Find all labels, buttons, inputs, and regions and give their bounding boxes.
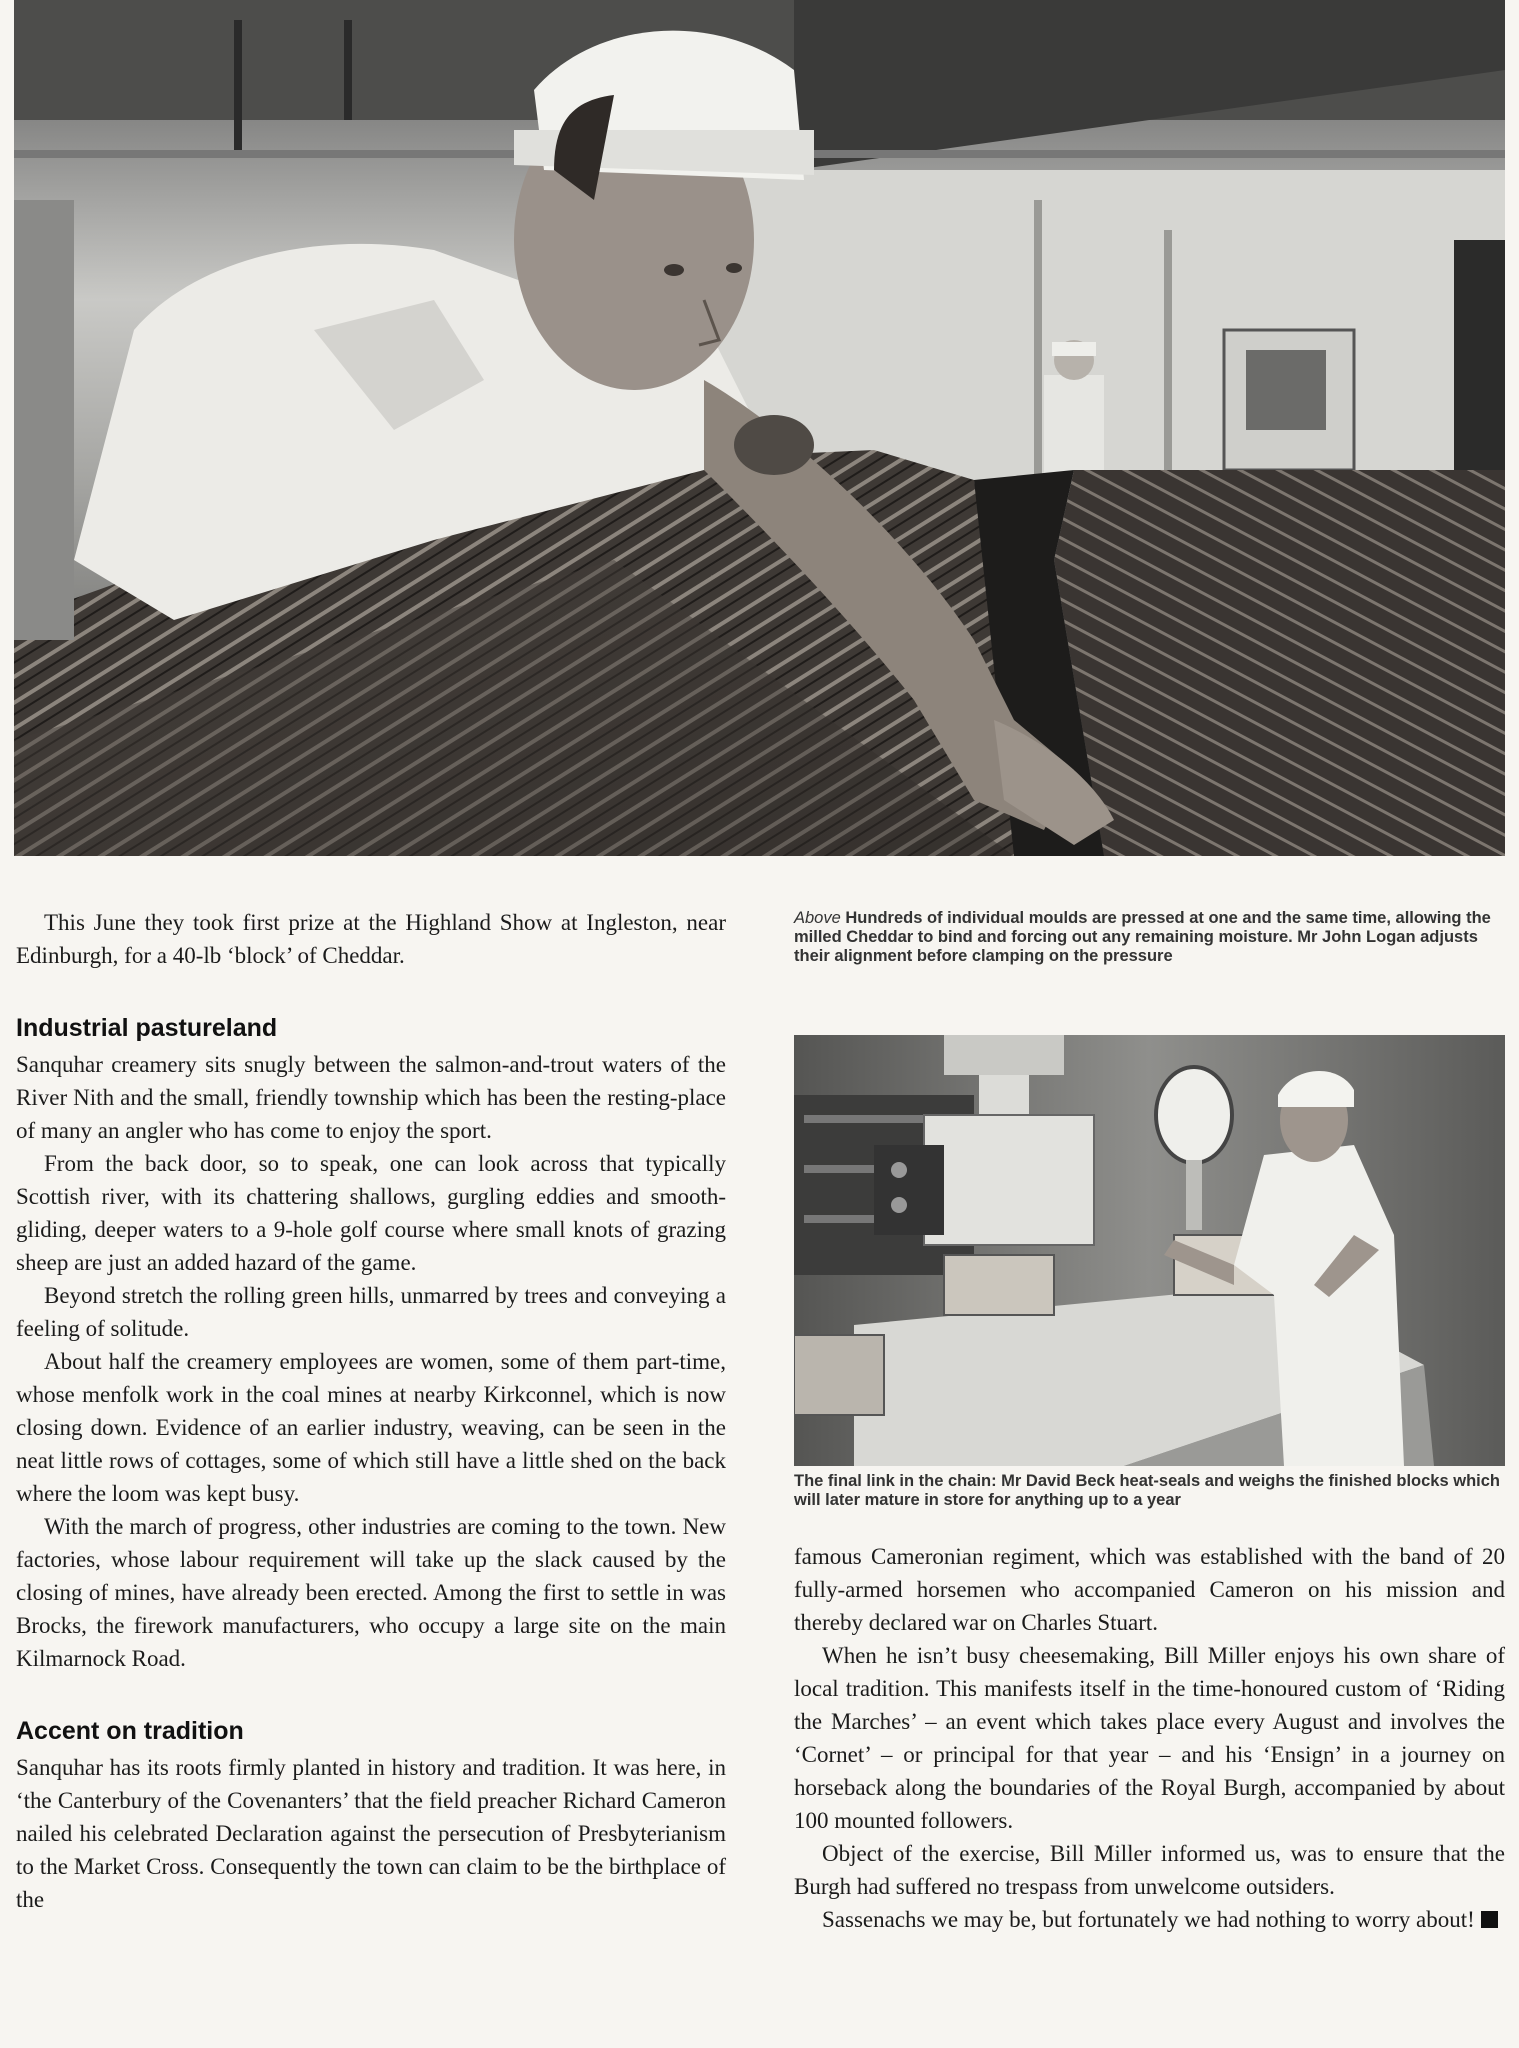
- body-paragraph: About half the creamery employees are women, some of them part-time, whose menfolk work in the coal mines at nearby Kirkconnel, which is now closing down. Evidence of an earlier industry, weaving, can be seen in the neat little rows of cottages, some of which still have a little shed on the back where the loom was kept busy.: [16, 1349, 726, 1506]
- final-paragraph: [794, 1903, 1505, 1936]
- side-photo-caption: [794, 1472, 1505, 1510]
- caption-text: Hundreds of individual moulds are pressed at one and the same time, allowing the milled Cheddar to bind and forcing out any remaining moisture. Mr John Logan adjusts their alignment before clamping on the pressure: [794, 909, 1491, 965]
- body-paragraph: From the back door, so to speak, one can look across that typically Scottish river, with its chattering shallows, gurgling eddies and smooth-gliding, deeper waters to a 9-hole golf course where small knots of grazing sheep are just an added hazard of the game.: [16, 1151, 726, 1275]
- body-paragraph: With the march of progress, other industries are coming to the town. New factories, whose labour requirement will take up the slack caused by the closing of mines, have already been erected. Among the first to settle in was Brocks, the firework manufacturers, who occupy a large site on the main Kilmarnock Road.: [16, 1514, 726, 1671]
- section-heading-tradition: Accent on tradition: [16, 1717, 244, 1745]
- heat-sealing-photo: [794, 1035, 1505, 1466]
- body-paragraph: Sanquhar has its roots firmly planted in history and tradition. It was here, in ‘the Canterbury of the Covenanters’ that the field preacher Richard Cameron nailed his celebrated Declaration against the persecution of Presbyterianism to the Market Cross. Consequently the town can claim to be the birthplace of the: [16, 1755, 726, 1912]
- intro-paragraph: This June they took first prize at the Highland Show at Ingleston, near Edinburgh, for a 40-lb ‘block’ of Cheddar.: [16, 910, 726, 968]
- cheese-moulds-illustration: [14, 0, 1505, 856]
- article-left-column: [16, 906, 726, 1916]
- body-paragraph: famous Cameronian regiment, which was established with the band of 20 fully-armed horsemen who accompanied Cameron on his mission and thereby declared war on Charles Stuart.: [794, 1544, 1505, 1635]
- caption-text: The final link in the chain: Mr David Beck heat-seals and weighs the finished blocks which will later mature in store for anything up to a year: [794, 1472, 1500, 1509]
- body-paragraph: Object of the exercise, Bill Miller informed us, was to ensure that the Burgh had suffered no trespass from unwelcome outsiders.: [794, 1841, 1505, 1899]
- heat-sealing-illustration: [794, 1035, 1505, 1466]
- caption-lead: Above: [794, 909, 841, 927]
- cheese-moulds-photo: [14, 0, 1505, 856]
- body-paragraph: Sanquhar creamery sits snugly between the salmon-and-trout waters of the River Nith and the small, friendly township which has been the resting-place of many an angler who has come to enjoy the sport.: [16, 1052, 726, 1143]
- body-paragraph: When he isn’t busy cheesemaking, Bill Miller enjoys his own share of local tradition. This manifests itself in the time-honoured custom of ‘Riding the Marches’ – an event which takes place every August and involves the ‘Cornet’ – or principal for that year – and his ‘Ensign’ in a journey on horseback along the boundaries of the Royal Burgh, accompanied by about 100 mounted followers.: [794, 1643, 1505, 1833]
- final-text: Sassenachs we may be, but fortunately we had nothing to worry about!: [822, 1907, 1475, 1932]
- article-right-column: [794, 1540, 1505, 1936]
- body-paragraph: Beyond stretch the rolling green hills, unmarred by trees and conveying a feeling of solitude.: [16, 1283, 726, 1341]
- top-photo-caption: [794, 909, 1505, 966]
- end-of-article-mark-icon: [1481, 1911, 1498, 1928]
- section-heading-industrial: Industrial pastureland: [16, 1014, 278, 1042]
